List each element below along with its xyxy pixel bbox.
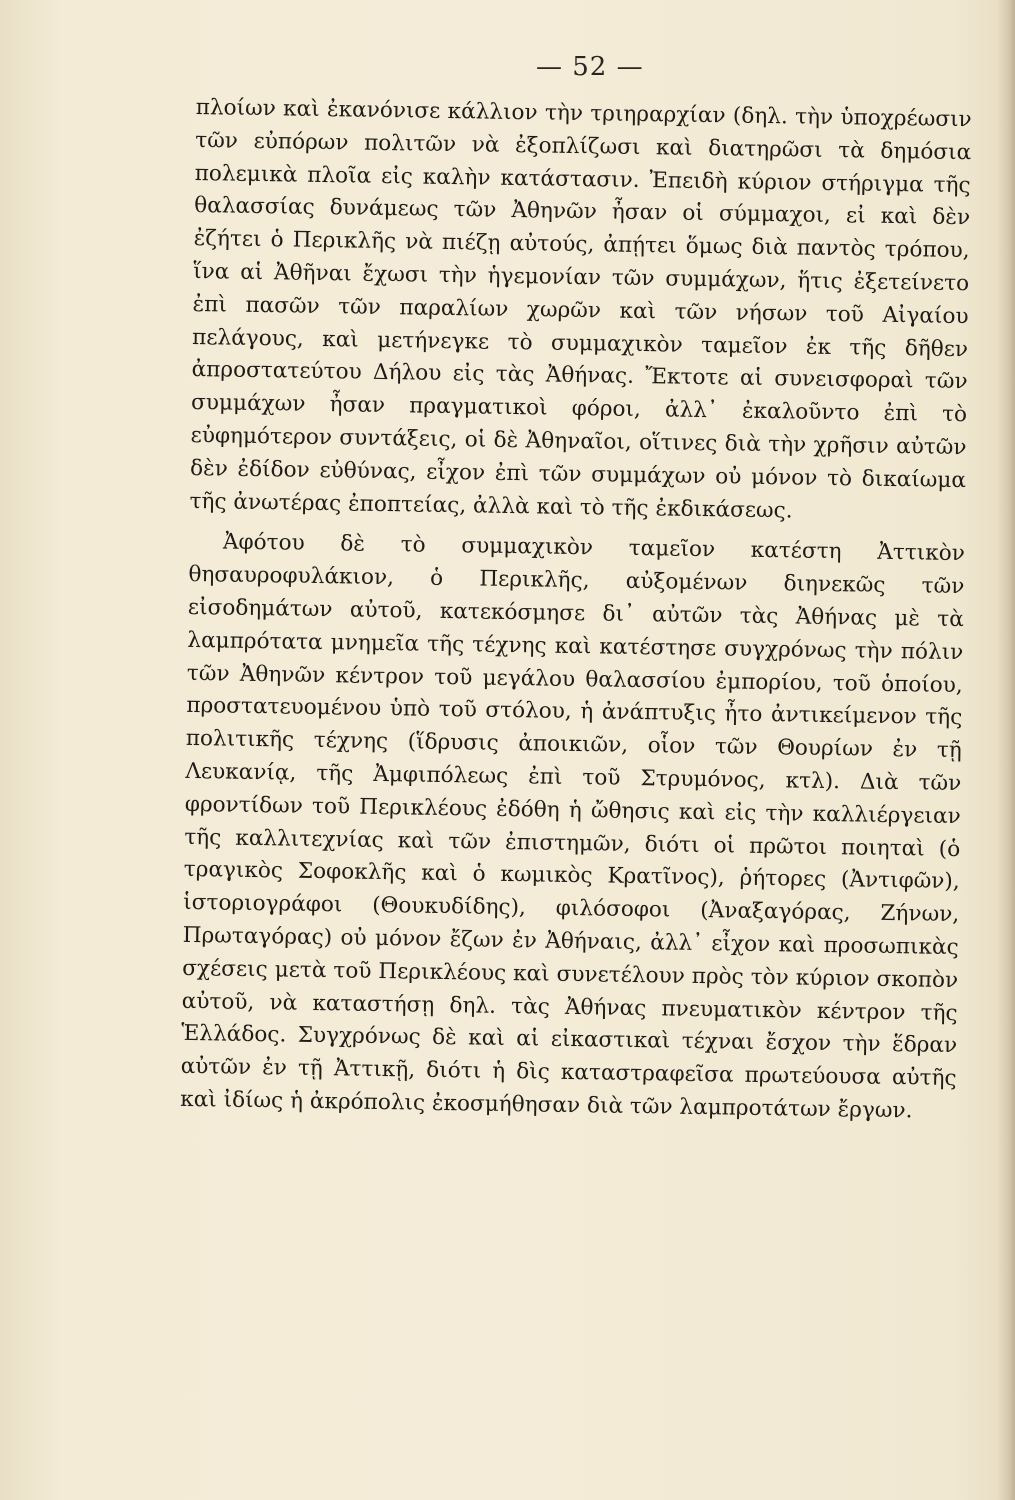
body-text — [180, 92, 972, 1129]
page-number: — 52 — — [536, 52, 644, 82]
paragraph-2: Ἀφότου δὲ τὸ συμμαχικὸν ταμεῖον κατέστη Ἀττικὸν θησαυροφυλάκιον, ὁ Περικλῆς, αὐξομένων διηνεκῶς τῶν εἰσοδημάτων αὐτοῦ, κατεκόσμησε δι᾽ αὐτῶν τὰς Ἀθήνας μὲ τὰ λαμπρότατα μνημεῖα τῆς τέχνης καὶ κατέστησε συγχρόνως τὴν πόλιν τῶν Ἀθηνῶν κέντρον τοῦ μεγάλου θαλασσίου ἐμπορίου, τοῦ ὁποίου, προστατευομένου ὑπὸ τοῦ στόλου, ἡ ἀνάπτυξις ἦτο ἀντικείμενον τῆς πολιτικῆς τέχνης (ἵδρυσις ἀποικιῶν, οἷον τῶν Θουρίων ἐν τῇ Λευκανίᾳ, τῆς Ἀμφιπόλεως ἐπὶ τοῦ Στρυμόνος, κτλ). Διὰ τῶν φροντίδων τοῦ Περικλέους ἐδόθη ἡ ὤθησις καὶ εἰς τὴν καλλιέργειαν τῆς καλλιτεχνίας καὶ τῶν ἐπιστημῶν, διότι οἱ πρῶτοι ποιηταὶ (ὁ τραγικὸς Σοφοκλῆς καὶ ὁ κωμικὸς Κρατῖνος), ῥήτορες (Ἀντιφῶν), ἱστοριογράφοι (Θουκυδίδης), φιλόσοφοι (Ἀναξαγόρας, Ζήνων, Πρωταγόρας) οὐ μόνον ἔζων ἐν Ἀθήναις, ἀλλ᾽ εἶχον καὶ προσωπικὰς σχέσεις μετὰ τοῦ Περικλέους καὶ συνετέλουν πρὸς τὸν κύριον σκοπὸν αὐτοῦ, νὰ καταστήσῃ δηλ. τὰς Ἀθήνας πνευματικὸν κέντρον τῆς Ἑλλάδος. Συγχρόνως δὲ καὶ αἱ εἰκαστικαὶ τέχναι ἔσχον τὴν ἕδραν αὐτῶν ἐν τῇ Ἀττικῇ, διότι ἡ δὶς καταστραφεῖσα πρωτεύουσα αὐτῆς καὶ ἰδίως ἡ ἀκρόπολις ἐκοσμήθησαν διὰ τῶν λαμπροτάτων ἔργων. — [179, 529, 966, 1124]
page-edge-shadow — [997, 0, 1015, 1500]
paragraph-1: πλοίων καὶ ἐκανόνισε κάλλιον τὴν τριηραρχίαν (δηλ. τὴν ὑποχρέωσιν τῶν εὐπόρων πολιτῶν νὰ ἐξοπλίζωσι καὶ διατηρῶσι τὰ δημόσια πολεμικὰ πλοῖα εἰς καλὴν κατάστασιν. Ἐπειδὴ κύριον στήριγμα τῆς θαλασσίας δυνάμεως τῶν Ἀθηνῶν ἦσαν οἱ σύμμαχοι, εἰ καὶ δὲν ἐζήτει ὁ Περικλῆς νὰ πιέζῃ αὐτούς, ἀπῄτει ὅμως διὰ παντὸς τρόπου, ἵνα αἱ Ἀθῆναι ἔχωσι τὴν ἡγεμονίαν τῶν συμμάχων, ἥτις ἐξετείνετο ἐπὶ πασῶν τῶν παραλίων χωρῶν καὶ τῶν νήσων τοῦ Αἰγαίου πελάγους, καὶ μετήνεγκε τὸ συμμαχικὸν ταμεῖον ἐκ τῆς δῆθεν ἀπροστατεύτου Δήλου εἰς τὰς Ἀθήνας. Ἔκτοτε αἱ συνεισφοραὶ τῶν συμμάχων ἦσαν πραγματικοὶ φόροι, ἀλλ᾽ ἐκαλοῦντο ἐπὶ τὸ εὐφημότερον συντάξεις, οἱ δὲ Ἀθηναῖοι, οἵτινες διὰ τὴν χρῆσιν αὐτῶν δὲν ἐδίδον εὐθύνας, εἶχον ἐπὶ τῶν συμμάχων οὐ μόνον τὸ δικαίωμα τῆς ἀνωτέρας ἐποπτείας, ἀλλὰ καὶ τὸ τῆς ἐκδικάσεως. — [189, 94, 972, 523]
